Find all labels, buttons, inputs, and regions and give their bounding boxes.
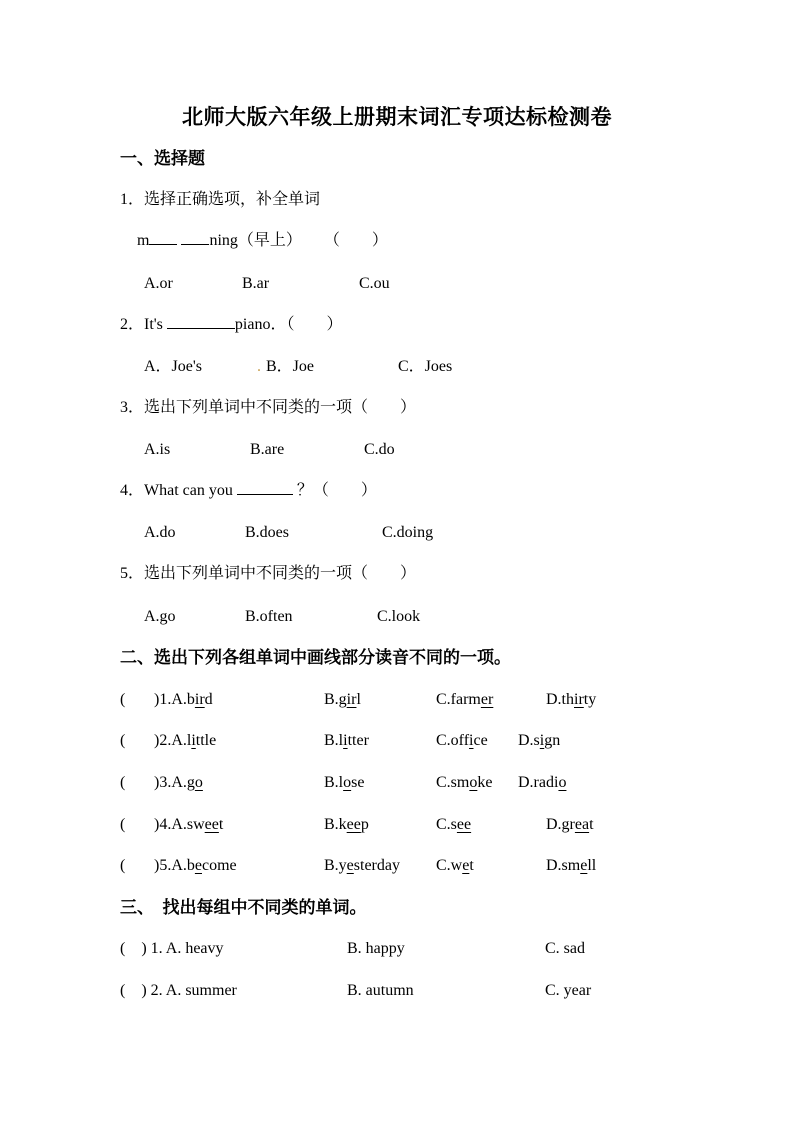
s2-option-c-underlined: i: [469, 732, 474, 749]
s2-option-b-end: p: [360, 816, 369, 833]
q1-blank-2[interactable]: [181, 230, 209, 245]
s2-option-d-pre: D.gr: [546, 816, 575, 833]
s2-option-c: [436, 730, 488, 752]
q4-stem-end: ？（ ）: [296, 482, 377, 499]
q1-option-a: A.or: [144, 275, 173, 292]
s2-option-d-end: t: [589, 816, 594, 833]
q5-stem: 5．选出下列单词中不同类的一项（ ）: [120, 565, 417, 582]
s2-option-b: [324, 855, 400, 877]
s2-option-d-underlined: e: [580, 857, 588, 874]
s2-option-c-end: ke: [477, 774, 493, 791]
s2-answer-paren[interactable]: (: [120, 857, 126, 874]
s2-option-c: [436, 689, 493, 711]
q4-option-a: A.do: [144, 524, 176, 541]
q2-blank[interactable]: [167, 314, 235, 329]
section3-heading: 三、 找出每组中不同类的单词。: [120, 898, 367, 917]
s2-option-b: [324, 730, 369, 752]
s2-option-d: [518, 772, 566, 794]
q1-answer-paren[interactable]: （ ）: [323, 232, 388, 249]
s2-option-d-pre: D.sm: [546, 857, 581, 874]
s2-option-c-underlined: ee: [456, 816, 472, 833]
s2-option-a-underlined: e: [194, 857, 202, 874]
s2-option-b-underlined: ee: [346, 816, 361, 833]
s2-option-c-underlined: o: [469, 774, 478, 791]
q1-option-c: C.ou: [359, 275, 390, 292]
s2-option-c-pre: C.s: [436, 816, 457, 833]
q3-option-b: B.are: [250, 441, 285, 458]
q5-option-b: B.often: [245, 608, 293, 625]
s2-option-c: [436, 855, 474, 877]
s2-option-b: [324, 772, 364, 794]
s2-option-a-underlined: i: [191, 732, 196, 749]
s2-option-a-end: d: [204, 691, 213, 708]
s3-row-1-b: B. happy: [347, 940, 405, 957]
s3-row-2-b: B. autumn: [347, 982, 414, 999]
s2-option-a-pre: )4.A.sw: [154, 816, 205, 833]
s2-option-a-underlined: ee: [204, 816, 219, 833]
q1-option-b: B.ar: [242, 275, 270, 292]
q4-blank[interactable]: [237, 480, 293, 495]
s2-answer-paren[interactable]: (: [120, 732, 126, 749]
s2-option-a: [154, 730, 216, 752]
q3-option-a: A.is: [144, 441, 171, 458]
s2-option-a-pre: )5.A.b: [154, 857, 195, 874]
q4-option-c: C.doing: [382, 524, 434, 541]
s2-option-a: [154, 772, 203, 794]
q5-option-c: C.look: [377, 608, 421, 625]
s2-option-c-underlined: e: [462, 857, 470, 874]
q1-blank-1[interactable]: [149, 230, 177, 245]
s2-option-a-end: come: [202, 857, 237, 874]
s2-option-a-end: t: [218, 816, 224, 833]
s2-option-d-pre: D.radi: [518, 774, 559, 791]
section2-heading: 二、选出下列各组单词中画线部分读音不同的一项。: [120, 648, 511, 667]
s3-row-2-c: C. year: [545, 982, 592, 999]
s2-option-a-underlined: o: [194, 774, 203, 791]
s2-option-b-pre: B.l: [324, 732, 344, 749]
q1-word-end: ning（早上）: [209, 232, 302, 249]
s2-option-b-end: l: [356, 691, 361, 708]
s2-option-d-underlined: ir: [574, 691, 584, 708]
s2-option-b-underlined: o: [343, 774, 352, 791]
q2-stem: [120, 314, 342, 336]
s2-option-b-pre: B.k: [324, 816, 347, 833]
s2-option-c: [436, 772, 492, 794]
s2-option-c-end: t: [469, 857, 474, 874]
q2-option-c: C．Joes: [398, 358, 453, 375]
s2-option-d-end: ll: [587, 857, 597, 874]
s3-row-1-a: ( ) 1. A. heavy: [120, 940, 224, 957]
s2-option-d-underlined: i: [539, 732, 545, 749]
q4-stem: [120, 480, 377, 502]
s2-option-b-end: sterday: [353, 857, 400, 874]
s2-option-a: [154, 689, 213, 711]
s2-option-c-pre: C.w: [436, 857, 463, 874]
s2-option-d: [546, 855, 596, 877]
q3-option-c: C.do: [364, 441, 395, 458]
q1-stem: 1．选择正确选项，补全单词: [120, 191, 321, 208]
s2-option-c-end: ce: [473, 732, 488, 749]
q1-word: [137, 230, 388, 252]
s2-option-b-pre: B.y: [324, 857, 347, 874]
s2-option-b-end: tter: [347, 732, 369, 749]
s2-option-d-end: gn: [544, 732, 561, 749]
s2-option-a-underlined: ir: [194, 691, 205, 708]
s2-option-d-underlined: o: [558, 774, 567, 791]
s2-option-d: [518, 730, 560, 752]
s2-option-a: [154, 814, 223, 836]
q5-option-a: A.go: [144, 608, 176, 625]
s2-option-d-end: ty: [583, 691, 597, 708]
page-title: 北师大版六年级上册期末词汇专项达标检测卷: [182, 105, 612, 129]
s2-option-a-pre: )1.A.b: [154, 691, 195, 708]
s2-option-b: [324, 814, 369, 836]
s2-option-c-underlined: er: [480, 691, 494, 708]
s2-option-a-pre: )3.A.g: [154, 774, 195, 791]
s2-option-d: [546, 814, 594, 836]
s2-option-b-pre: B.g: [324, 691, 347, 708]
s2-answer-paren[interactable]: (: [120, 774, 126, 791]
q4-stem-start: 4．What can you: [120, 482, 233, 499]
s2-option-b-end: se: [351, 774, 365, 791]
s2-option-a-end: ttle: [195, 732, 217, 749]
s2-option-c: [436, 814, 471, 836]
q2-stem-start: 2．It's: [120, 316, 163, 333]
s3-row-1-c: C. sad: [545, 940, 585, 957]
s2-option-a-pre: )2.A.l: [154, 732, 192, 749]
s2-option-b: [324, 689, 361, 711]
s2-option-a: [154, 855, 237, 877]
s2-option-c-pre: C.off: [436, 732, 470, 749]
s2-option-b-underlined: e: [346, 857, 354, 874]
section1-heading: 一、选择题: [120, 149, 205, 168]
s2-answer-paren[interactable]: (: [120, 816, 126, 833]
s2-answer-paren[interactable]: (: [120, 691, 126, 708]
s2-option-b-underlined: ir: [346, 691, 357, 708]
q2-stem-end: piano．（ ）: [234, 316, 343, 333]
q2-stray-dot: .: [257, 358, 261, 375]
q2-option-a: A．Joe's: [144, 358, 202, 375]
s3-row-2-a: ( ) 2. A. summer: [120, 982, 237, 999]
s2-option-d-underlined: ea: [574, 816, 590, 833]
s2-option-c-pre: C.farm: [436, 691, 481, 708]
q3-stem: 3．选出下列单词中不同类的一项（ ）: [120, 399, 417, 416]
q4-option-b: B.does: [245, 524, 289, 541]
q1-word-start: m: [137, 232, 150, 249]
q2-option-b: B．Joe: [266, 358, 315, 375]
s2-option-d-pre: D.s: [518, 732, 540, 749]
s2-option-b-pre: B.l: [324, 774, 344, 791]
s2-option-d: [546, 689, 596, 711]
s2-option-b-underlined: i: [343, 732, 348, 749]
s2-option-c-pre: C.sm: [436, 774, 470, 791]
s2-option-d-pre: D.th: [546, 691, 574, 708]
